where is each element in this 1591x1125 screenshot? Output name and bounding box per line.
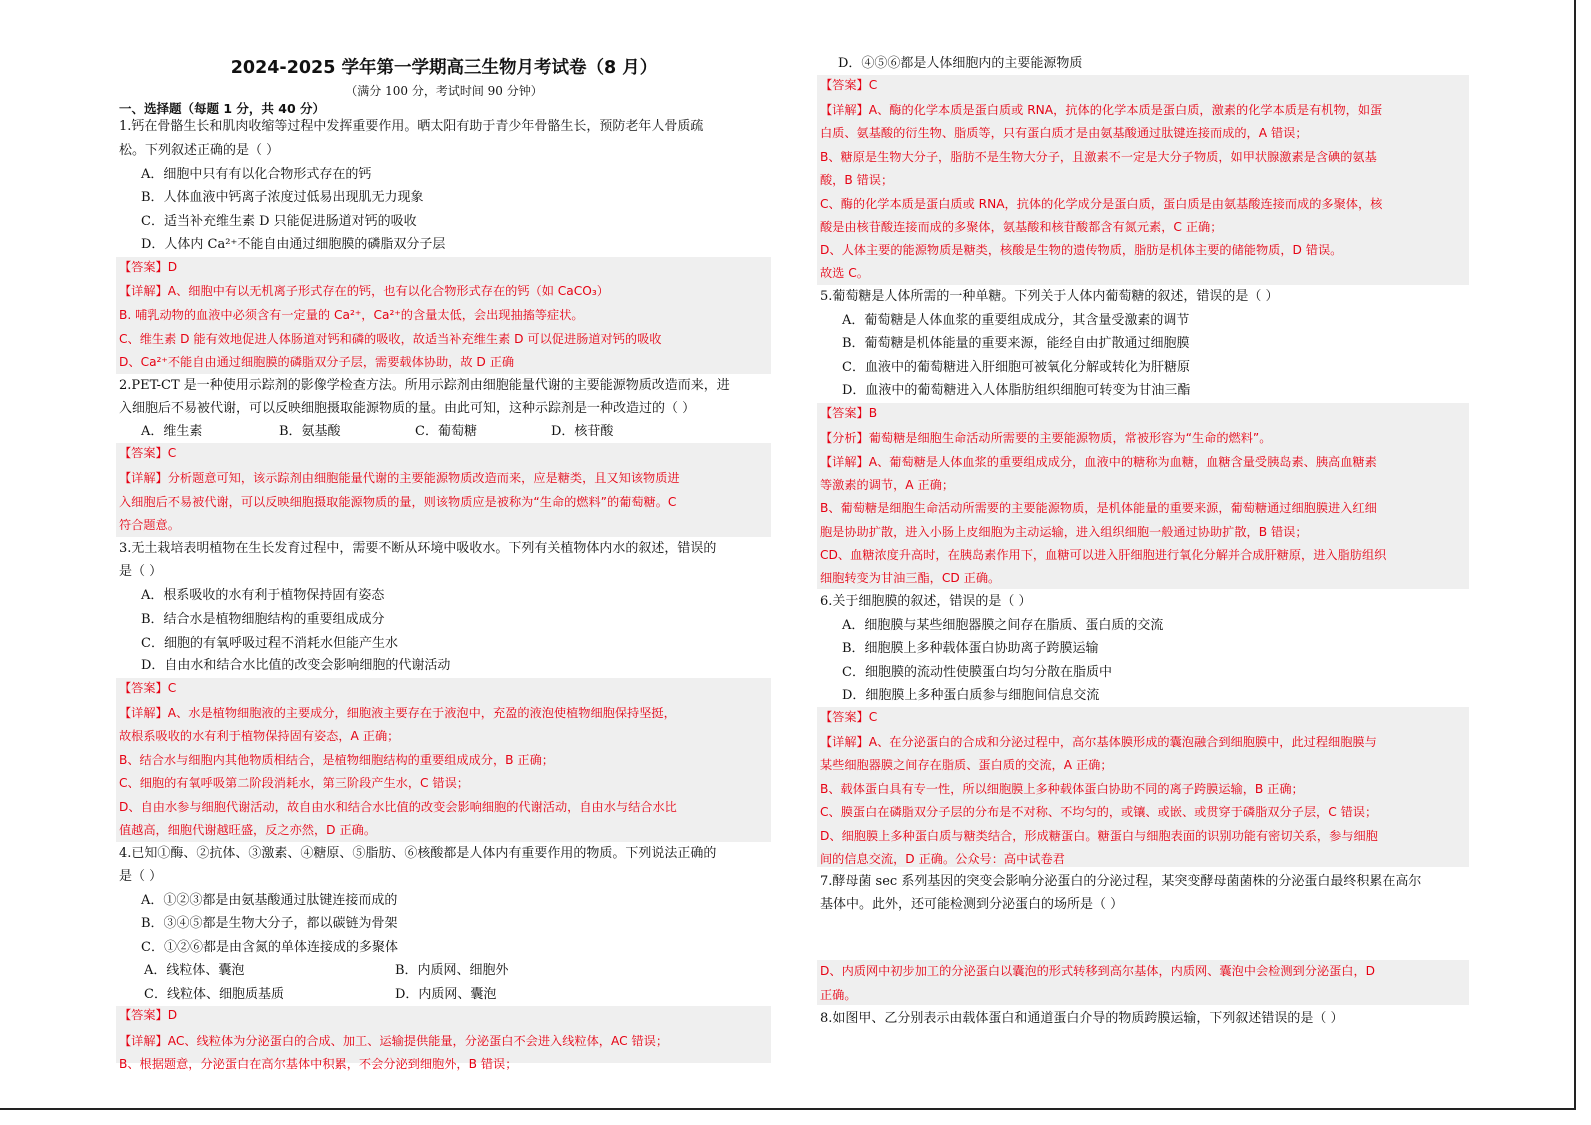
q6-option-b: B．细胞膜上多种载体蛋白协助离子跨膜运输 (842, 641, 1099, 656)
right-border-line (1574, 0, 1576, 1108)
q2-answer-band (116, 443, 771, 537)
q3-explain-6: 值越高，细胞代谢越旺盛，反之亦然，D 正确。 (119, 823, 377, 837)
q4-option-b: B．③④⑤都是生物大分子，都以碳链为骨架 (141, 916, 398, 931)
q7-stem-line2: 基体中。此外，还可能检测到分泌蛋白的场所是（ ） (820, 897, 1124, 912)
q1-explain-1: 【详解】A、细胞中有以无机离子形式存在的钙，也有以化合物形式存在的钙（如 CaCO₃） (119, 284, 609, 298)
q2-explain-1: 【详解】分析题意可知，该示踪剂由细胞能量代谢的主要能源物质改造而来，应是糖类，且又知该物质进 (119, 471, 680, 485)
q1-option-d: D．人体内 Ca²⁺不能自由通过细胞膜的磷脂双分子层 (141, 237, 446, 252)
q7-stem-line1: 7.酵母菌 sec 系列基因的突变会影响分泌蛋白的分泌过程，某突变酵母菌菌株的分泌蛋白最终积累在高尔 (820, 874, 1422, 889)
q1-stem-line2: 松。下列叙述正确的是（ ） (119, 143, 280, 158)
q5-explain-2: 等激素的调节，A 正确； (820, 478, 955, 492)
bottom-border-line (0, 1108, 1576, 1110)
q3-stem-line1: 3.无土栽培表明植物在生长发育过程中，需要不断从环境中吸收水。下列有关植物体内水的叙述，错误的 (119, 541, 717, 556)
q2-explain-3: 符合题意。 (119, 518, 180, 532)
q4-stem-line2: 是（ ） (119, 869, 163, 884)
page-subtitle: （满分 100 分，考试时间 90 分钟） (345, 84, 543, 98)
q2-option-c: C．葡萄糖 (415, 424, 477, 439)
q6-stem: 6.关于细胞膜的叙述，错误的是（ ） (820, 594, 1032, 609)
q4-answer: 【答案】C (820, 78, 878, 92)
q1-explain-3: C、维生素 D 能有效地促进人体肠道对钙和磷的吸收，故适当补充维生素 D 可以促进肠道对钙的吸收 (119, 332, 662, 346)
q1-option-c: C．适当补充维生素 D 只能促进肠道对钙的吸收 (141, 214, 417, 229)
q7-explain-2: B、根据题意，分泌蛋白在高尔基体中积累，不会分泌到细胞外，B 错误； (119, 1057, 518, 1071)
q2-answer: 【答案】C (119, 446, 177, 460)
q3-option-b: B．结合水是植物细胞结构的重要组成成分 (141, 612, 385, 627)
q4-stem-line1: 4.已知①酶、②抗体、③激素、④糖原、⑤脂肪、⑥核酸都是人体内有重要作用的物质。下列说法正确的 (119, 846, 717, 861)
q7-option-c: C．线粒体、细胞质基质 (144, 987, 284, 1002)
q4-explain-5: C、酶的化学本质是蛋白质或 RNA，抗体的化学成分是蛋白质，蛋白质是由氨基酸连接而成的多聚体，核 (820, 197, 1383, 211)
q5-analysis: 【分析】葡萄糖是细胞生命活动所需要的主要能源物质，常被形容为“生命的燃料”。 (820, 431, 1272, 445)
q5-explain-6: 细胞转变为甘油三酯，CD 正确。 (820, 571, 1001, 585)
q4-option-c: C．①②⑥都是由含氮的单体连接成的多聚体 (141, 940, 398, 955)
q7-explain-1: 【详解】AC、线粒体为分泌蛋白的合成、加工、运输提供能量，分泌蛋白不会进入线粒体，AC 错误； (119, 1034, 669, 1048)
q4-explain-1: 【详解】A、酶的化学本质是蛋白质或 RNA，抗体的化学本质是蛋白质，激素的化学本质是有机物，如蛋 (820, 103, 1383, 117)
q6-explain-4: C、膜蛋白在磷脂双分子层的分布是不对称、不均匀的，或镶、或嵌、或贯穿于磷脂双分子层，C 错误； (820, 805, 1378, 819)
q1-option-a: A．细胞中只有有以化合物形式存在的钙 (141, 167, 372, 182)
q6-explain-5: D、细胞膜上多种蛋白质与糖类结合，形成糖蛋白。糖蛋白与细胞表面的识别功能有密切关系，参与细胞 (820, 829, 1378, 843)
q7-option-a: A．线粒体、囊泡 (144, 963, 245, 978)
q6-option-a: A．细胞膜与某些细胞器膜之间存在脂质、蛋白质的交流 (842, 618, 1164, 633)
q2-option-a: A．维生素 (141, 424, 203, 439)
q2-option-d: D．核苷酸 (551, 424, 614, 439)
q2-option-b: B．氨基酸 (279, 424, 341, 439)
q5-option-b: B．葡萄糖是机体能量的重要来源，能经自由扩散通过细胞膜 (842, 336, 1190, 351)
q6-explain-6: 间的信息交流，D 正确。公众号：高中试卷君 (820, 852, 1065, 866)
q6-answer: 【答案】C (820, 710, 878, 724)
q3-option-a: A．根系吸收的水有利于植物保持固有姿态 (141, 588, 385, 603)
q7-option-b: B．内质网、细胞外 (395, 963, 509, 978)
q5-option-c: C．血液中的葡萄糖进入肝细胞可被氧化分解或转化为肝糖原 (842, 360, 1190, 375)
q1-answer: 【答案】D (119, 260, 178, 274)
q5-option-d: D．血液中的葡萄糖进入人体脂肪组织细胞可转变为甘油三酯 (842, 383, 1191, 398)
q1-option-b: B．人体血液中钙离子浓度过低易出现肌无力现象 (141, 190, 424, 205)
q3-stem-line2: 是（ ） (119, 564, 163, 579)
q4-option-d: D．④⑤⑥都是人体细胞内的主要能源物质 (838, 56, 1083, 71)
q3-option-d: D．自由水和结合水比值的改变会影响细胞的代谢活动 (141, 658, 451, 673)
q7-answer: 【答案】D (119, 1008, 178, 1022)
q5-answer: 【答案】B (820, 406, 878, 420)
q7-explain-d: D、内质网中初步加工的分泌蛋白以囊泡的形式转移到高尔基体，内质网、囊泡中会检测到分泌蛋白，D (820, 964, 1376, 978)
q5-explain-1: 【详解】A、葡萄糖是人体血浆的重要组成成分，血液中的糖称为血糖，血糖含量受胰岛素、胰高血糖素 (820, 455, 1377, 469)
section-heading: 一、选择题（每题 1 分，共 40 分） (119, 101, 326, 116)
q3-explain-2: 故根系吸收的水有利于植物保持固有姿态，A 正确； (119, 729, 400, 743)
q4-explain-2: 白质、氨基酸的衍生物、脂质等，只有蛋白质才是由氨基酸通过肽键连接而成的，A 错误； (820, 126, 1308, 140)
q6-option-c: C．细胞膜的流动性使膜蛋白均匀分散在脂质中 (842, 665, 1112, 680)
q6-explain-2: 某些细胞器膜之间存在脂质、蛋白质的交流，A 正确； (820, 758, 1113, 772)
q1-explain-4: D、Ca²⁺不能自由通过细胞膜的磷脂双分子层，需要载体协助，故 D 正确 (119, 355, 515, 369)
q1-explain-2: B. 哺乳动物的血液中必须含有一定量的 Ca²⁺，Ca²⁺的含量太低，会出现抽搐等症状。 (119, 308, 584, 322)
q7-option-d: D．内质网、囊泡 (395, 987, 497, 1002)
q4-explain-3: B、糖原是生物大分子，脂肪不是生物大分子，且激素不一定是大分子物质，如甲状腺激素是含碘的氨基 (820, 150, 1377, 164)
q3-answer: 【答案】C (119, 681, 177, 695)
q3-explain-5: D、自由水参与细胞代谢活动，故自由水和结合水比值的改变会影响细胞的代谢活动，自由水与结合水比 (119, 800, 677, 814)
q4-explain-8: 故选 C。 (820, 266, 869, 280)
q3-explain-4: C、细胞的有氧呼吸第二阶段消耗水，第三阶段产生水，C 错误； (119, 776, 469, 790)
q5-option-a: A．葡萄糖是人体血浆的重要组成成分，其含量受激素的调节 (842, 313, 1190, 328)
page-title: 2024-2025 学年第一学期高三生物月考试卷（8 月） (230, 58, 658, 78)
q4-option-a: A．①②③都是由氨基酸通过肽键连接而成的 (141, 893, 398, 908)
q8-stem: 8.如图甲、乙分别表示由载体蛋白和通道蛋白介导的物质跨膜运输，下列叙述错误的是（ ） (820, 1011, 1344, 1026)
q6-explain-3: B、载体蛋白具有专一性，所以细胞膜上多种载体蛋白协助不同的离子跨膜运输，B 正确； (820, 782, 1304, 796)
q5-explain-4: 胞是协助扩散，进入小肠上皮细胞为主动运输，进入组织细胞一般通过协助扩散，B 错误； (820, 525, 1308, 539)
q2-explain-2: 入细胞后不易被代谢，可以反映细胞摄取能源物质的量，则该物质应是被称为“生命的燃料”的葡萄糖。C (119, 495, 677, 509)
q7-explain-d-end: 正确。 (820, 988, 857, 1002)
q1-stem-line1: 1.钙在骨骼生长和肌肉收缩等过程中发挥重要作用。晒太阳有助于青少年骨骼生长，预防老年人骨质疏 (119, 119, 704, 134)
q3-option-c: C．细胞的有氧呼吸过程不消耗水但能产生水 (141, 636, 398, 651)
q4-explain-4: 酸，B 错误； (820, 173, 894, 187)
q6-option-d: D．细胞膜上多种蛋白质参与细胞间信息交流 (842, 688, 1100, 703)
q5-stem: 5.葡萄糖是人体所需的一种单糖。下列关于人体内葡萄糖的叙述，错误的是（ ） (820, 289, 1279, 304)
q3-explain-3: B、结合水与细胞内其他物质相结合，是植物细胞结构的重要组成成分，B 正确； (119, 753, 554, 767)
q3-explain-1: 【详解】A、水是植物细胞液的主要成分，细胞液主要存在于液泡中，充盈的液泡使植物细胞保持坚挺， (119, 706, 676, 720)
q2-stem-line2: 入细胞后不易被代谢，可以反映细胞摄取能源物质的量。由此可知，这种示踪剂是一种改造过的（ ） (119, 401, 696, 416)
q5-explain-3: B、葡萄糖是细胞生命活动所需要的主要能源物质，是机体能量的重要来源，葡萄糖通过细胞膜进入红细 (820, 501, 1377, 515)
q2-stem-line1: 2.PET-CT 是一种使用示踪剂的影像学检查方法。所用示踪剂由细胞能量代谢的主要能源物质改造而来，进 (119, 378, 730, 393)
q6-explain-1: 【详解】A、在分泌蛋白的合成和分泌过程中，高尔基体膜形成的囊泡融合到细胞膜中，此过程细胞膜与 (820, 735, 1377, 749)
q4-explain-6: 酸是由核苷酸连接而成的多聚体，氨基酸和核苷酸都含有氮元素，C 正确； (820, 220, 1223, 234)
q4-explain-7: D、人体主要的能源物质是糖类，核酸是生物的遗传物质，脂肪是机体主要的储能物质，D 错误。 (820, 243, 1343, 257)
q5-explain-5: CD、血糖浓度升高时，在胰岛素作用下，血糖可以进入肝细胞进行氧化分解并合成肝糖原，进入脂肪组织 (820, 548, 1387, 562)
